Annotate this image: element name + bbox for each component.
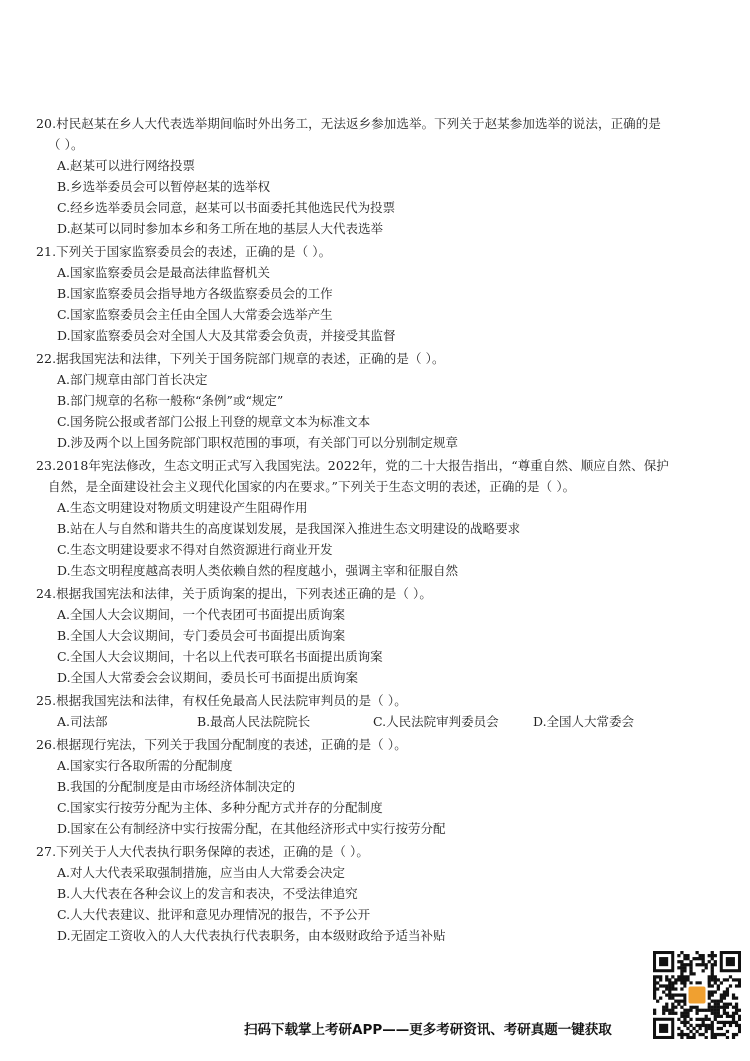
option-list xyxy=(36,604,726,688)
answer-option-B: B.站在人与自然和谐共生的高度谋划发展，是我国深入推进生态文明建设的战略要求 xyxy=(57,521,521,536)
qr-code-icon xyxy=(653,951,741,1039)
answer-option-D: D.无固定工资收入的人大代表执行代表职务，由本级财政给予适当补贴 xyxy=(57,928,446,943)
question-3 xyxy=(36,455,726,581)
option-list xyxy=(36,155,726,239)
question-0 xyxy=(36,113,726,239)
question-5 xyxy=(36,690,726,732)
question-1 xyxy=(36,241,726,346)
answer-option-C: C.经乡选举委员会同意，赵某可以书面委托其他选民代为投票 xyxy=(57,200,396,215)
option-list xyxy=(36,262,726,346)
answer-option-B: B.部门规章的名称一般称“条例”或“规定” xyxy=(57,393,284,408)
question-stem: 26.根据现行宪法，下列关于我国分配制度的表述，正确的是（ ）。 xyxy=(36,737,407,752)
answer-option-D: D.赵某可以同时参加本乡和务工所在地的基层人大代表选举 xyxy=(57,221,384,236)
option-list xyxy=(36,755,726,839)
option-list xyxy=(36,497,726,581)
answer-option-B: B.我国的分配制度是由市场经济体制决定的 xyxy=(57,779,296,794)
question-stem: 25.根据我国宪法和法律，有权任免最高人民法院审判员的是（ ）。 xyxy=(36,693,407,708)
answer-option-A: A.赵某可以进行网络投票 xyxy=(57,158,196,173)
answer-option-B: B.国家监察委员会指导地方各级监察委员会的工作 xyxy=(57,286,333,301)
answer-option-B: B.乡选举委员会可以暂停赵某的选举权 xyxy=(57,179,271,194)
question-7 xyxy=(36,841,726,946)
question-stem-continued: （ ）。 xyxy=(48,137,84,152)
question-4 xyxy=(36,583,726,688)
answer-option-A: A.国家监察委员会是最高法律监督机关 xyxy=(57,265,271,280)
question-stem: 21.下列关于国家监察委员会的表述，正确的是（ ）。 xyxy=(36,244,332,259)
answer-option-C: C.生态文明建设要求不得对自然资源进行商业开发 xyxy=(57,542,333,557)
answer-option-D: D.涉及两个以上国务院部门职权范围的事项，有关部门可以分别制定规章 xyxy=(57,435,459,450)
question-stem: 27.下列关于人大代表执行职务保障的表述，正确的是（ ）。 xyxy=(36,844,370,859)
answer-option-A: A.全国人大会议期间，一个代表团可书面提出质询案 xyxy=(57,607,346,622)
option-list xyxy=(36,862,726,946)
answer-option-C: C.人大代表建议、批评和意见办理情况的报告，不予公开 xyxy=(57,907,371,922)
question-stem: 22.据我国宪法和法律，下列关于国务院部门规章的表述，正确的是（ ）。 xyxy=(36,351,445,366)
answer-option-A: A.国家实行各取所需的分配制度 xyxy=(57,758,233,773)
question-6 xyxy=(36,734,726,839)
answer-option-B: B.全国人大会议期间，专门委员会可书面提出质询案 xyxy=(57,628,346,643)
question-2 xyxy=(36,348,726,453)
answer-option-C: C.人民法院审判委员会 xyxy=(373,714,499,729)
option-list xyxy=(36,369,726,453)
answer-option-C: C.国务院公报或者部门公报上刊登的规章文本为标准文本 xyxy=(57,414,371,429)
answer-option-D: D.生态文明程度越高表明人类依赖自然的程度越小，强调主宰和征服自然 xyxy=(57,563,459,578)
footer-promo-text: 扫码下载掌上考研APP——更多考研资讯、考研真题一键获取 xyxy=(244,1022,612,1038)
answer-option-C: C.国家实行按劳分配为主体、多种分配方式并存的分配制度 xyxy=(57,800,383,815)
question-stem: 24.根据我国宪法和法律，关于质询案的提出，下列表述正确的是（ ）。 xyxy=(36,586,433,601)
answer-option-B: B.人大代表在各种会议上的发言和表决，不受法律追究 xyxy=(57,886,358,901)
answer-option-A: A.部门规章由部门首长决定 xyxy=(57,372,208,387)
answer-option-A: A.生态文明建设对物质文明建设产生阻碍作用 xyxy=(57,500,308,515)
answer-option-D: D.全国人大常委会会议期间，委员长可书面提出质询案 xyxy=(57,670,359,685)
question-stem: 23.2018年宪法修改，生态文明正式写入我国宪法。2022年，党的二十大报告指出，“尊重自然、顺应自然、保护 xyxy=(36,458,669,473)
option-list xyxy=(57,711,726,732)
question-list xyxy=(36,113,726,948)
question-stem-continued: 自然，是全面建设社会主义现代化国家的内在要求。”下列关于生态文明的表述，正确的是（ ）。 xyxy=(48,479,576,494)
answer-option-B: B.最高人民法院院长 xyxy=(197,714,311,729)
answer-option-D: D.国家监察委员会对全国人大及其常委会负责，并接受其监督 xyxy=(57,328,396,343)
answer-option-A: A.司法部 xyxy=(57,714,108,729)
answer-option-A: A.对人大代表采取强制措施，应当由人大常委会决定 xyxy=(57,865,346,880)
answer-option-C: C.全国人大会议期间，十名以上代表可联名书面提出质询案 xyxy=(57,649,383,664)
answer-option-D: D.国家在公有制经济中实行按需分配，在其他经济形式中实行按劳分配 xyxy=(57,821,446,836)
answer-option-C: C.国家监察委员会主任由全国人大常委会选举产生 xyxy=(57,307,333,322)
answer-option-D: D.全国人大常委会 xyxy=(533,714,635,729)
question-stem: 20.村民赵某在乡人大代表选举期间临时外出务工，无法返乡参加选举。下列关于赵某参加选举的说法，正确的是 xyxy=(36,116,661,131)
